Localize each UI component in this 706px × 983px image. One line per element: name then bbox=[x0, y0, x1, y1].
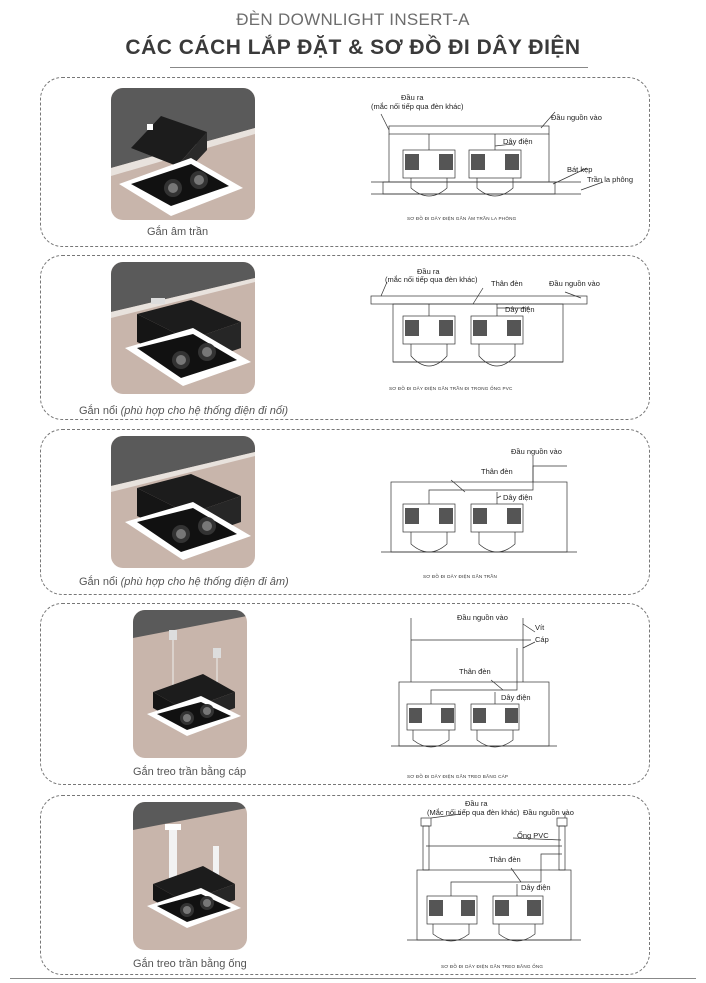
label-body: Thân đèn bbox=[459, 667, 491, 676]
diagram-caption: SƠ ĐỒ ĐI DÂY ĐIỆN GẮN TRẦN bbox=[423, 574, 498, 579]
diagram-caption: SƠ ĐỒ ĐI DÂY ĐIỆN GẮN ÂM TRẦN LA PHÔNG bbox=[407, 216, 517, 221]
installation-caption bbox=[133, 766, 246, 778]
installation-caption bbox=[79, 405, 288, 417]
installation-caption bbox=[147, 226, 208, 238]
wiring-diagram-cable bbox=[341, 608, 641, 789]
installation-panel-recessed bbox=[40, 77, 650, 247]
label-power-input: Đầu nguồn vào bbox=[549, 279, 600, 288]
product-photo bbox=[111, 436, 255, 568]
caption-note: (phù hợp cho hệ thống điện đi âm) bbox=[120, 576, 289, 588]
document-title: CÁC CÁCH LẮP ĐẶT & SƠ ĐỒ ĐI DÂY ĐIỆN bbox=[125, 36, 581, 59]
footer-divider bbox=[10, 978, 696, 979]
caption-text: Gắn nổi bbox=[79, 405, 121, 417]
label-body: Thân đèn bbox=[491, 279, 523, 288]
label-wire: Dây điện bbox=[505, 305, 535, 314]
installation-panel-pipe-suspended bbox=[40, 795, 650, 975]
label-wire: Dây điện bbox=[503, 137, 533, 146]
label-wire: Dây điện bbox=[501, 693, 531, 702]
label-ceiling: Trần la phông bbox=[587, 175, 634, 184]
label-wire: Dây điện bbox=[521, 883, 551, 892]
label-output: Đầu ra bbox=[417, 267, 440, 276]
label-power-input: Đầu nguồn vào bbox=[457, 613, 508, 622]
diagram-caption: SƠ ĐỒ ĐI DÂY ĐIỆN GẮN TREO BẰNG ỐNG bbox=[441, 964, 544, 969]
caption-text: Gắn nổi bbox=[79, 576, 121, 588]
label-clip: Bát kẹp bbox=[567, 165, 593, 174]
installation-panel-cable-suspended bbox=[40, 603, 650, 785]
caption-note: (phù hợp cho hệ thống điện đi nổi) bbox=[120, 405, 289, 417]
installation-panel-surface-exposed bbox=[40, 255, 650, 420]
wiring-diagram-concealed bbox=[341, 436, 641, 591]
label-body: Thân đèn bbox=[481, 467, 513, 476]
title-underline bbox=[170, 67, 588, 68]
label-output: Đầu ra bbox=[465, 799, 488, 808]
product-photo bbox=[133, 610, 247, 758]
diagram-caption: SƠ ĐỒ ĐI DÂY ĐIỆN GẮN TREO BẰNG CÁP bbox=[407, 774, 509, 779]
product-photo bbox=[111, 262, 255, 394]
label-wire: Dây điện bbox=[503, 493, 533, 502]
label-output-note: (Mắc nối tiếp qua đèn khác) bbox=[427, 808, 520, 817]
wiring-diagram-exposed-pvc bbox=[341, 262, 641, 417]
label-body: Thân đèn bbox=[489, 855, 521, 864]
label-power-input: Đầu nguồn vào bbox=[511, 447, 562, 456]
installation-panel-surface-concealed bbox=[40, 429, 650, 595]
diagram-caption: SƠ ĐỒ ĐI DÂY ĐIỆN GẮN TRẦN ĐI TRONG ỐNG PVC bbox=[389, 386, 513, 391]
wiring-diagram-recessed bbox=[341, 86, 641, 241]
label-power-input: Đầu nguồn vào bbox=[523, 808, 574, 817]
product-photo bbox=[133, 802, 247, 950]
label-output: Đầu ra bbox=[401, 93, 424, 102]
label-output-note: (mắc nối tiếp qua đèn khác) bbox=[385, 275, 478, 284]
wiring-diagram-pipe bbox=[341, 796, 641, 979]
label-power-input: Đầu nguồn vào bbox=[551, 113, 602, 122]
installation-caption bbox=[79, 576, 289, 588]
caption-text: Gắn treo trần bằng cáp bbox=[133, 766, 247, 778]
caption-text: Gắn âm trần bbox=[147, 226, 209, 238]
label-pvc-pipe: Ống PVC bbox=[517, 831, 549, 840]
label-screw: Vít bbox=[535, 623, 545, 632]
caption-text: Gắn treo trần bằng ống bbox=[133, 958, 247, 970]
label-cable: Cáp bbox=[535, 635, 549, 644]
label-output-note: (mắc nối tiếp qua đèn khác) bbox=[371, 102, 464, 111]
product-photo bbox=[111, 88, 255, 220]
document-subtitle: ĐÈN DOWNLIGHT INSERT-A bbox=[236, 10, 470, 29]
installation-caption bbox=[133, 958, 247, 970]
